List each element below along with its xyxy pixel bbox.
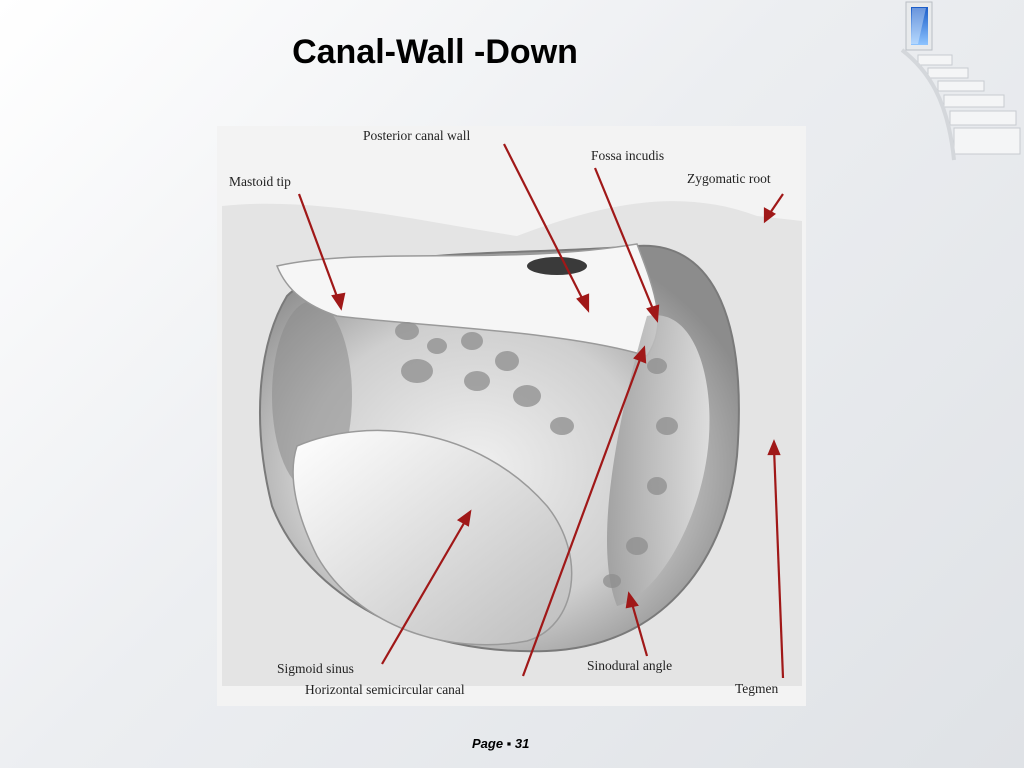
label-horizontal-semicircular-canal: Horizontal semicircular canal <box>305 682 465 697</box>
label-posterior-canal-wall: Posterior canal wall <box>363 128 471 143</box>
staircase-door-decoration <box>898 0 1024 165</box>
mastoid-cavity-drawing <box>217 126 806 706</box>
label-tegmen: Tegmen <box>735 681 779 696</box>
slide-title: Canal-Wall -Down <box>292 33 578 71</box>
label-sigmoid-sinus: Sigmoid sinus <box>277 661 354 676</box>
label-mastoid-tip: Mastoid tip <box>229 174 291 189</box>
mastoid-illustration <box>217 126 806 706</box>
label-zygomatic-root: Zygomatic root <box>687 171 771 186</box>
page-number: Page ▪ 31 <box>472 736 530 751</box>
label-sinodural-angle: Sinodural angle <box>587 658 673 673</box>
label-fossa-incudis: Fossa incudis <box>591 148 665 163</box>
